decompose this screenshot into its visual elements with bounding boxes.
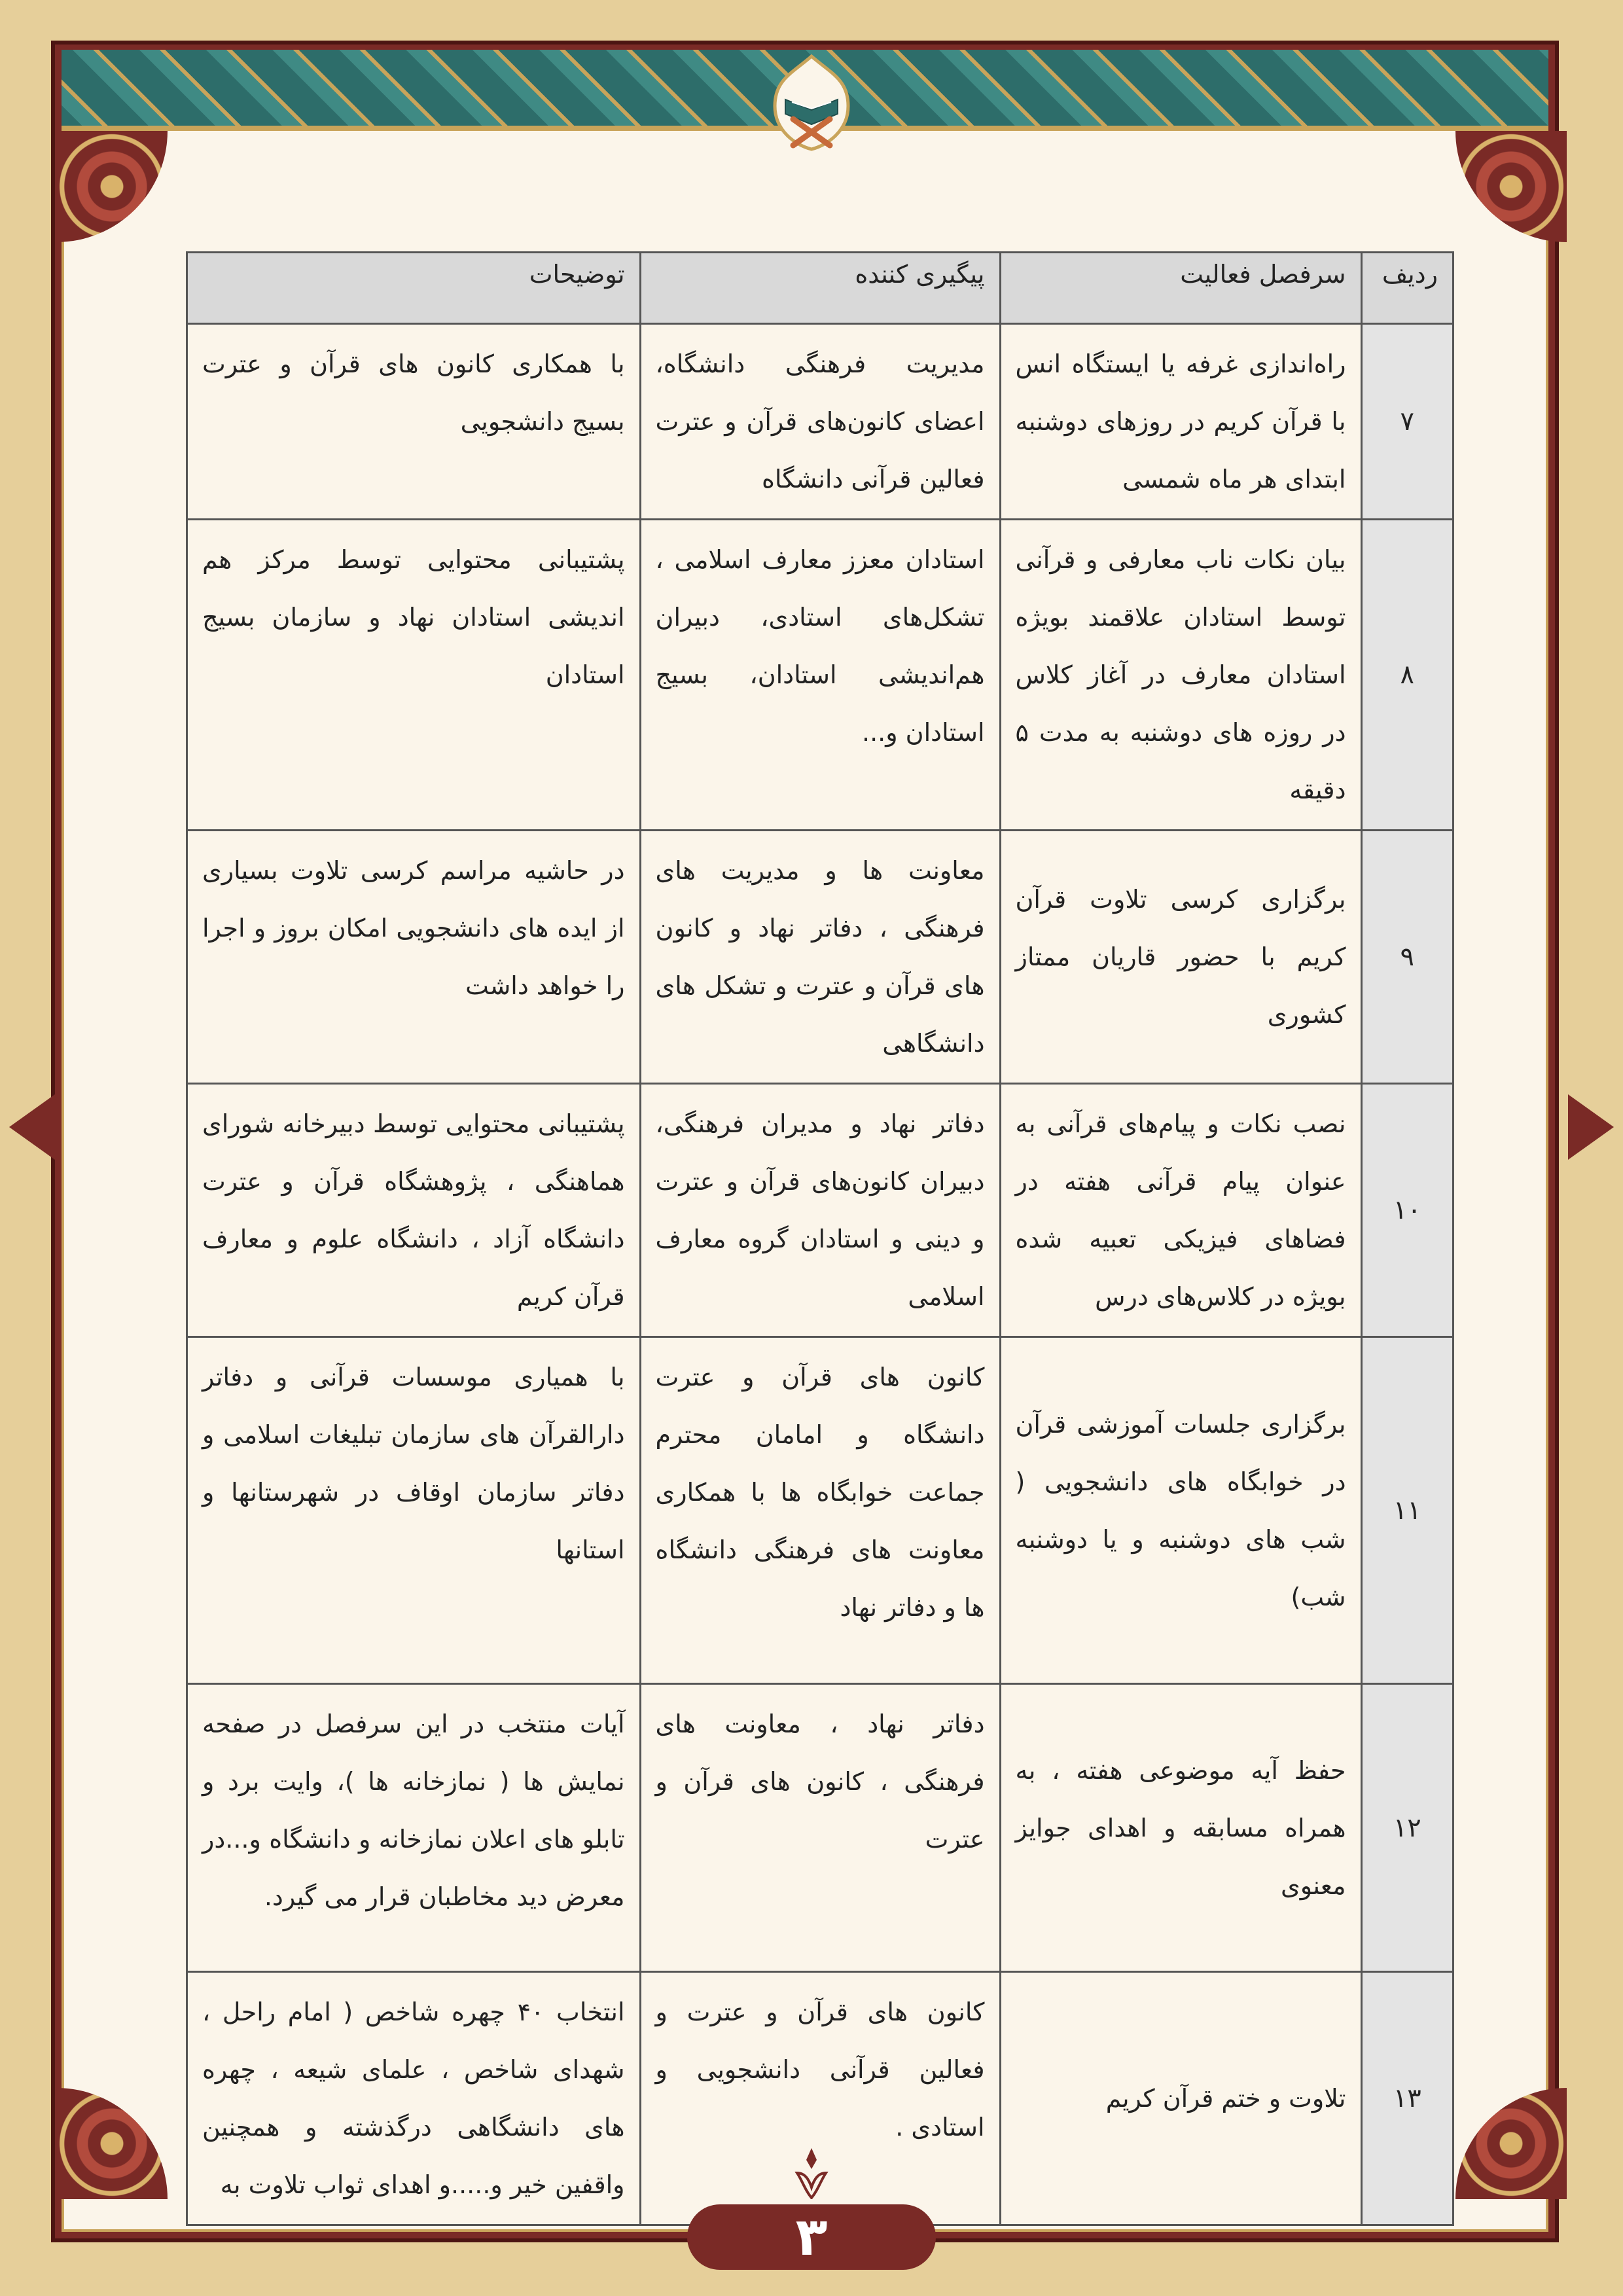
follow-up-cell: استادان معزز معارف اسلامی ، تشکل‌های استادی، دبیران هم‌اندیشی استادان، بسیج استادان و... <box>640 520 1000 831</box>
table-row <box>187 831 1454 1084</box>
header-follow-up: پیگیری کننده <box>640 253 1000 324</box>
activity-table-container <box>186 251 1454 2226</box>
notes-cell: انتخاب ۴۰ چهره شاخص ( امام راحل ، شهدای شاخص ، علمای شیعه ، چهره های دانشگاهی درگذشته و همچنین واقفین خیر و.....و اهدای ثواب تلاوت به <box>187 1972 641 2225</box>
header-notes: توضیحات <box>187 253 641 324</box>
side-tab-right <box>1568 1094 1614 1160</box>
bottom-ornament-icon <box>792 2147 831 2199</box>
table-row <box>187 1684 1454 1972</box>
header-activity: سرفصل فعالیت <box>1000 253 1361 324</box>
activity-table <box>186 251 1454 2226</box>
activity-cell: حفظ آیه موضوعی هفته ، به همراه مسابقه و اهدای جوایز معنوی <box>1000 1684 1361 1972</box>
table-row <box>187 1084 1454 1337</box>
follow-up-cell: کانون های قرآن و عترت دانشگاه و امامان محترم جماعت خوابگاه ها با همکاری معاونت های فرهنگی دانشگاه ها و دفاتر نهاد <box>640 1337 1000 1684</box>
notes-cell: پشتیبانی محتوایی توسط دبیرخانه شورای هماهنگی ، پژوهشگاه قرآن و عترت دانشگاه آزاد ، دانشگاه علوم و معارف قرآن کریم <box>187 1084 641 1337</box>
activity-cell: راه‌اندازی غرفه یا ایستگاه انس با قرآن کریم در روزهای دوشنبه ابتدای هر ماه شمسی <box>1000 324 1361 520</box>
notes-cell: پشتیبانی محتوایی توسط مرکز هم اندیشی استادان نهاد و سازمان بسیج استادان <box>187 520 641 831</box>
row-number: ۱۱ <box>1361 1337 1454 1684</box>
follow-up-cell: کانون های قرآن و عترت و فعالین قرآنی دانشجویی و استادی . <box>640 1972 1000 2225</box>
activity-cell: تلاوت و ختم قرآن کریم <box>1000 1972 1361 2225</box>
notes-cell: در حاشیه مراسم کرسی تلاوت بسیاری از ایده های دانشجویی امکان بروز و اجرا را خواهد داشت <box>187 831 641 1084</box>
header-row-no: ردیف <box>1361 253 1454 324</box>
activity-cell: بیان نکات ناب معارفی و قرآنی توسط استادان علاقمند بویژه استادان معارف در آغاز کلاس در روزه های دوشنبه به مدت ۵ دقیقه <box>1000 520 1361 831</box>
follow-up-cell: دفاتر نهاد ، معاونت های فرهنگی ، کانون های قرآن و عترت <box>640 1684 1000 1972</box>
row-number: ۱۳ <box>1361 1972 1454 2225</box>
page-number: ۳ <box>687 2204 936 2270</box>
activity-cell: برگزاری کرسی تلاوت قرآن کریم با حضور قاریان ممتاز کشوری <box>1000 831 1361 1084</box>
row-number: ۱۰ <box>1361 1084 1454 1337</box>
row-number: ۸ <box>1361 520 1454 831</box>
table-row <box>187 1337 1454 1684</box>
follow-up-cell: دفاتر نهاد و مدیران فرهنگی، دبیران کانون‌های قرآن و عترت و دینی و استادان گروه معارف اسلامی <box>640 1084 1000 1337</box>
activity-cell: برگزاری جلسات آموزشی قرآن در خوابگاه های دانشجویی ( شب های دوشنبه و یا دوشنبه شب) <box>1000 1337 1361 1684</box>
side-tab-left <box>9 1094 55 1160</box>
row-number: ۱۲ <box>1361 1684 1454 1972</box>
quran-emblem-icon <box>766 54 857 152</box>
table-row <box>187 520 1454 831</box>
table-row <box>187 324 1454 520</box>
notes-cell: با همیاری موسسات قرآنی و دفاتر دارالقرآن های سازمان تبلیغات اسلامی و دفاتر سازمان اوقاف در شهرستانها و استانها <box>187 1337 641 1684</box>
table-header-row <box>187 253 1454 324</box>
notes-cell: آیات منتخب در این سرفصل در صفحه نمایش ها ( نمازخانه ها )، وایت برد و تابلو های اعلان نمازخانه و دانشگاه و...در معرض دید مخاطبان قرار می گیرد. <box>187 1684 641 1972</box>
row-number: ۷ <box>1361 324 1454 520</box>
follow-up-cell: معاونت ها و مدیریت های فرهنگی ، دفاتر نهاد و کانون های قرآن و عترت و تشکل های دانشگاهی <box>640 831 1000 1084</box>
row-number: ۹ <box>1361 831 1454 1084</box>
activity-cell: نصب نکات و پیام‌های قرآنی به عنوان پیام قرآنی هفته در فضاهای فیزیکی تعبیه شده بویژه در کلاس‌های درس <box>1000 1084 1361 1337</box>
notes-cell: با همکاری کانون های قرآن و عترت بسیج دانشجویی <box>187 324 641 520</box>
follow-up-cell: مدیریت فرهنگی دانشگاه، اعضای کانون‌های قرآن و عترت فعالین قرآنی دانشگاه <box>640 324 1000 520</box>
